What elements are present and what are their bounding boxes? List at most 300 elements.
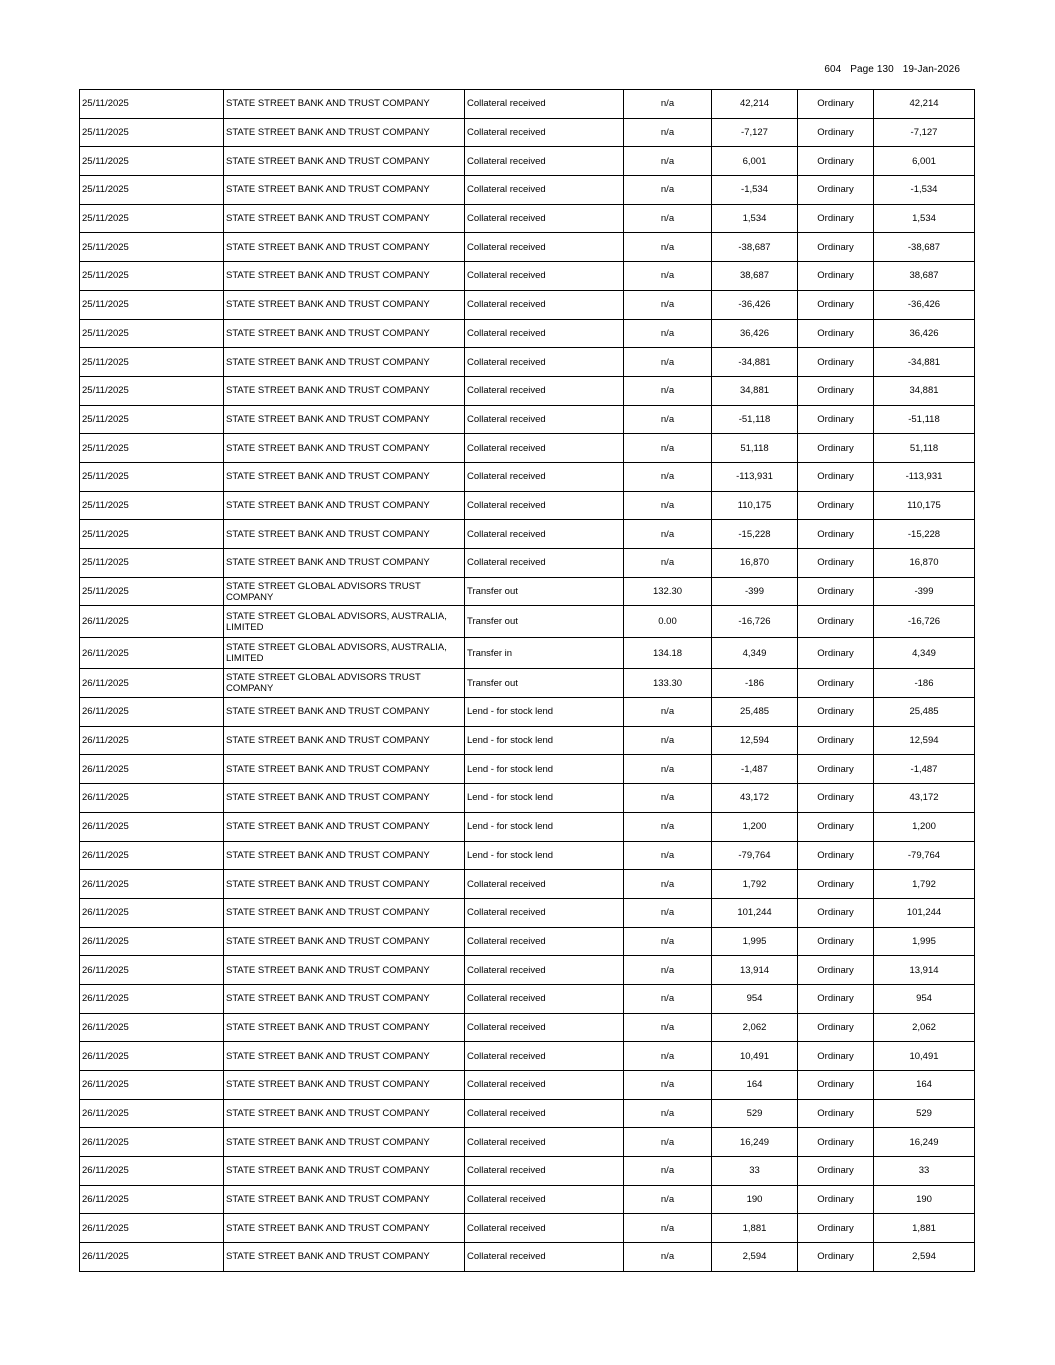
header-date: 19-Jan-2026 [902, 64, 960, 75]
quantity-cell: 36,426 [712, 319, 798, 348]
transaction-type-cell: Collateral received [465, 984, 624, 1013]
price-cell: n/a [624, 898, 712, 927]
security-class-cell: Ordinary [798, 290, 874, 319]
transaction-type-cell: Collateral received [465, 176, 624, 205]
security-class-cell: Ordinary [798, 784, 874, 813]
votes-cell: -7,127 [874, 118, 975, 147]
price-cell: n/a [624, 870, 712, 899]
date-cell: 25/11/2025 [80, 491, 224, 520]
entity-cell: STATE STREET BANK AND TRUST COMPANY [224, 1013, 465, 1042]
votes-cell: 1,792 [874, 870, 975, 899]
date-cell: 25/11/2025 [80, 147, 224, 176]
transaction-type-cell: Collateral received [465, 898, 624, 927]
votes-cell: -34,881 [874, 348, 975, 377]
security-class-cell: Ordinary [798, 319, 874, 348]
security-class-cell: Ordinary [798, 927, 874, 956]
votes-cell: 954 [874, 984, 975, 1013]
quantity-cell: -1,534 [712, 176, 798, 205]
price-cell: n/a [624, 176, 712, 205]
date-cell: 25/11/2025 [80, 462, 224, 491]
table-row [80, 147, 975, 176]
entity-cell: STATE STREET BANK AND TRUST COMPANY [224, 1128, 465, 1157]
transaction-type-cell: Collateral received [465, 549, 624, 578]
date-cell: 25/11/2025 [80, 90, 224, 119]
transaction-type-cell: Collateral received [465, 118, 624, 147]
quantity-cell: -34,881 [712, 348, 798, 377]
date-cell: 26/11/2025 [80, 1042, 224, 1071]
entity-cell: STATE STREET BANK AND TRUST COMPANY [224, 491, 465, 520]
price-cell: n/a [624, 405, 712, 434]
votes-cell: 1,200 [874, 812, 975, 841]
price-cell: n/a [624, 812, 712, 841]
price-cell: n/a [624, 1214, 712, 1243]
table-row [80, 262, 975, 291]
transaction-type-cell: Collateral received [465, 1157, 624, 1186]
table-row [80, 1042, 975, 1071]
date-cell: 26/11/2025 [80, 1185, 224, 1214]
entity-cell: STATE STREET BANK AND TRUST COMPANY [224, 956, 465, 985]
votes-cell: 1,995 [874, 927, 975, 956]
price-cell: n/a [624, 90, 712, 119]
entity-cell: STATE STREET GLOBAL ADVISORS TRUST COMPANY [224, 577, 465, 606]
date-cell: 26/11/2025 [80, 1128, 224, 1157]
security-class-cell: Ordinary [798, 462, 874, 491]
security-class-cell: Ordinary [798, 755, 874, 784]
date-cell: 26/11/2025 [80, 1013, 224, 1042]
votes-cell: 2,594 [874, 1243, 975, 1272]
price-cell: n/a [624, 233, 712, 262]
entity-cell: STATE STREET BANK AND TRUST COMPANY [224, 405, 465, 434]
security-class-cell: Ordinary [798, 898, 874, 927]
price-cell: n/a [624, 290, 712, 319]
date-cell: 26/11/2025 [80, 841, 224, 870]
date-cell: 26/11/2025 [80, 1099, 224, 1128]
transaction-type-cell: Collateral received [465, 1013, 624, 1042]
security-class-cell: Ordinary [798, 841, 874, 870]
votes-cell: 42,214 [874, 90, 975, 119]
security-class-cell: Ordinary [798, 956, 874, 985]
votes-cell: -186 [874, 669, 975, 698]
votes-cell: 2,062 [874, 1013, 975, 1042]
table-row [80, 726, 975, 755]
votes-cell: -1,534 [874, 176, 975, 205]
quantity-cell: 13,914 [712, 956, 798, 985]
security-class-cell: Ordinary [798, 434, 874, 463]
price-cell: n/a [624, 1071, 712, 1100]
transaction-type-cell: Lend - for stock lend [465, 841, 624, 870]
security-class-cell: Ordinary [798, 176, 874, 205]
date-cell: 26/11/2025 [80, 1214, 224, 1243]
table-row [80, 898, 975, 927]
quantity-cell: -79,764 [712, 841, 798, 870]
transaction-type-cell: Collateral received [465, 1042, 624, 1071]
security-class-cell: Ordinary [798, 698, 874, 727]
table-row [80, 549, 975, 578]
page-header [818, 64, 960, 75]
transaction-type-cell: Lend - for stock lend [465, 784, 624, 813]
date-cell: 25/11/2025 [80, 376, 224, 405]
security-class-cell: Ordinary [798, 118, 874, 147]
date-cell: 26/11/2025 [80, 984, 224, 1013]
security-class-cell: Ordinary [798, 233, 874, 262]
table-row [80, 1128, 975, 1157]
security-class-cell: Ordinary [798, 1157, 874, 1186]
price-cell: n/a [624, 147, 712, 176]
table-row [80, 577, 975, 606]
date-cell: 25/11/2025 [80, 204, 224, 233]
security-class-cell: Ordinary [798, 376, 874, 405]
quantity-cell: -399 [712, 577, 798, 606]
date-cell: 26/11/2025 [80, 1071, 224, 1100]
security-class-cell: Ordinary [798, 1042, 874, 1071]
quantity-cell: -1,487 [712, 755, 798, 784]
price-cell: n/a [624, 262, 712, 291]
quantity-cell: -51,118 [712, 405, 798, 434]
quantity-cell: 10,491 [712, 1042, 798, 1071]
price-cell: n/a [624, 726, 712, 755]
price-cell: 134.18 [624, 637, 712, 669]
quantity-cell: 6,001 [712, 147, 798, 176]
quantity-cell: 110,175 [712, 491, 798, 520]
date-cell: 26/11/2025 [80, 1157, 224, 1186]
security-class-cell: Ordinary [798, 262, 874, 291]
security-class-cell: Ordinary [798, 1128, 874, 1157]
table-row [80, 1185, 975, 1214]
votes-cell: 25,485 [874, 698, 975, 727]
entity-cell: STATE STREET BANK AND TRUST COMPANY [224, 1157, 465, 1186]
table-row [80, 784, 975, 813]
votes-cell: 34,881 [874, 376, 975, 405]
quantity-cell: 1,792 [712, 870, 798, 899]
quantity-cell: -113,931 [712, 462, 798, 491]
transaction-type-cell: Collateral received [465, 204, 624, 233]
date-cell: 26/11/2025 [80, 669, 224, 698]
quantity-cell: 190 [712, 1185, 798, 1214]
document-number: 604 [824, 64, 842, 75]
quantity-cell: -15,228 [712, 520, 798, 549]
table-row [80, 348, 975, 377]
security-class-cell: Ordinary [798, 204, 874, 233]
votes-cell: 529 [874, 1099, 975, 1128]
entity-cell: STATE STREET GLOBAL ADVISORS, AUSTRALIA, LIMITED [224, 637, 465, 669]
votes-cell: 13,914 [874, 956, 975, 985]
price-cell: n/a [624, 1243, 712, 1272]
date-cell: 26/11/2025 [80, 698, 224, 727]
entity-cell: STATE STREET BANK AND TRUST COMPANY [224, 290, 465, 319]
security-class-cell: Ordinary [798, 549, 874, 578]
transaction-type-cell: Lend - for stock lend [465, 812, 624, 841]
quantity-cell: -38,687 [712, 233, 798, 262]
security-class-cell: Ordinary [798, 1099, 874, 1128]
date-cell: 25/11/2025 [80, 233, 224, 262]
quantity-cell: 16,870 [712, 549, 798, 578]
entity-cell: STATE STREET BANK AND TRUST COMPANY [224, 898, 465, 927]
transaction-type-cell: Transfer in [465, 637, 624, 669]
quantity-cell: 12,594 [712, 726, 798, 755]
entity-cell: STATE STREET BANK AND TRUST COMPANY [224, 1214, 465, 1243]
quantity-cell: 43,172 [712, 784, 798, 813]
transaction-type-cell: Collateral received [465, 233, 624, 262]
transaction-type-cell: Collateral received [465, 376, 624, 405]
quantity-cell: 2,062 [712, 1013, 798, 1042]
table-row [80, 637, 975, 669]
security-class-cell: Ordinary [798, 1071, 874, 1100]
votes-cell: -1,487 [874, 755, 975, 784]
votes-cell: -399 [874, 577, 975, 606]
table-row [80, 1071, 975, 1100]
date-cell: 26/11/2025 [80, 637, 224, 669]
entity-cell: STATE STREET BANK AND TRUST COMPANY [224, 1185, 465, 1214]
votes-cell: -38,687 [874, 233, 975, 262]
entity-cell: STATE STREET BANK AND TRUST COMPANY [224, 784, 465, 813]
table-row [80, 755, 975, 784]
entity-cell: STATE STREET GLOBAL ADVISORS TRUST COMPANY [224, 669, 465, 698]
security-class-cell: Ordinary [798, 1243, 874, 1272]
votes-cell: 4,349 [874, 637, 975, 669]
security-class-cell: Ordinary [798, 405, 874, 434]
price-cell: n/a [624, 462, 712, 491]
votes-cell: 12,594 [874, 726, 975, 755]
transaction-type-cell: Collateral received [465, 290, 624, 319]
price-cell: n/a [624, 491, 712, 520]
transaction-type-cell: Collateral received [465, 319, 624, 348]
date-cell: 25/11/2025 [80, 319, 224, 348]
price-cell: n/a [624, 1013, 712, 1042]
price-cell: n/a [624, 1099, 712, 1128]
table-row [80, 319, 975, 348]
votes-cell: -15,228 [874, 520, 975, 549]
table-row [80, 376, 975, 405]
price-cell: n/a [624, 549, 712, 578]
quantity-cell: 4,349 [712, 637, 798, 669]
price-cell: n/a [624, 434, 712, 463]
entity-cell: STATE STREET BANK AND TRUST COMPANY [224, 927, 465, 956]
transaction-type-cell: Collateral received [465, 1099, 624, 1128]
transaction-type-cell: Collateral received [465, 405, 624, 434]
price-cell: n/a [624, 319, 712, 348]
entity-cell: STATE STREET BANK AND TRUST COMPANY [224, 434, 465, 463]
votes-cell: 6,001 [874, 147, 975, 176]
entity-cell: STATE STREET BANK AND TRUST COMPANY [224, 1071, 465, 1100]
transaction-type-cell: Lend - for stock lend [465, 698, 624, 727]
entity-cell: STATE STREET BANK AND TRUST COMPANY [224, 755, 465, 784]
entity-cell: STATE STREET BANK AND TRUST COMPANY [224, 1042, 465, 1071]
date-cell: 26/11/2025 [80, 755, 224, 784]
quantity-cell: 2,594 [712, 1243, 798, 1272]
votes-cell: 1,534 [874, 204, 975, 233]
table-row [80, 462, 975, 491]
entity-cell: STATE STREET BANK AND TRUST COMPANY [224, 870, 465, 899]
table-row [80, 669, 975, 698]
price-cell: n/a [624, 376, 712, 405]
votes-cell: -51,118 [874, 405, 975, 434]
entity-cell: STATE STREET BANK AND TRUST COMPANY [224, 841, 465, 870]
date-cell: 25/11/2025 [80, 549, 224, 578]
transaction-type-cell: Collateral received [465, 870, 624, 899]
quantity-cell: -16,726 [712, 606, 798, 638]
table-row [80, 698, 975, 727]
table-row [80, 1157, 975, 1186]
table-row [80, 204, 975, 233]
security-class-cell: Ordinary [798, 1214, 874, 1243]
votes-cell: 101,244 [874, 898, 975, 927]
date-cell: 26/11/2025 [80, 784, 224, 813]
date-cell: 25/11/2025 [80, 577, 224, 606]
votes-cell: -16,726 [874, 606, 975, 638]
date-cell: 26/11/2025 [80, 726, 224, 755]
price-cell: n/a [624, 348, 712, 377]
transaction-type-cell: Collateral received [465, 1071, 624, 1100]
security-class-cell: Ordinary [798, 669, 874, 698]
votes-cell: 51,118 [874, 434, 975, 463]
table-row [80, 290, 975, 319]
entity-cell: STATE STREET BANK AND TRUST COMPANY [224, 90, 465, 119]
entity-cell: STATE STREET BANK AND TRUST COMPANY [224, 1243, 465, 1272]
price-cell: 132.30 [624, 577, 712, 606]
quantity-cell: 42,214 [712, 90, 798, 119]
table-row [80, 1013, 975, 1042]
price-cell: n/a [624, 1185, 712, 1214]
security-class-cell: Ordinary [798, 147, 874, 176]
quantity-cell: -186 [712, 669, 798, 698]
security-class-cell: Ordinary [798, 1013, 874, 1042]
transaction-type-cell: Collateral received [465, 1243, 624, 1272]
security-class-cell: Ordinary [798, 984, 874, 1013]
security-class-cell: Ordinary [798, 812, 874, 841]
entity-cell: STATE STREET BANK AND TRUST COMPANY [224, 233, 465, 262]
transaction-type-cell: Collateral received [465, 1214, 624, 1243]
quantity-cell: 1,534 [712, 204, 798, 233]
votes-cell: 190 [874, 1185, 975, 1214]
security-class-cell: Ordinary [798, 491, 874, 520]
quantity-cell: 1,995 [712, 927, 798, 956]
quantity-cell: 954 [712, 984, 798, 1013]
date-cell: 25/11/2025 [80, 118, 224, 147]
security-class-cell: Ordinary [798, 726, 874, 755]
date-cell: 26/11/2025 [80, 956, 224, 985]
date-cell: 26/11/2025 [80, 927, 224, 956]
security-class-cell: Ordinary [798, 520, 874, 549]
quantity-cell: 529 [712, 1099, 798, 1128]
security-class-cell: Ordinary [798, 1185, 874, 1214]
transaction-type-cell: Lend - for stock lend [465, 726, 624, 755]
security-class-cell: Ordinary [798, 90, 874, 119]
entity-cell: STATE STREET BANK AND TRUST COMPANY [224, 118, 465, 147]
quantity-cell: 51,118 [712, 434, 798, 463]
quantity-cell: 1,200 [712, 812, 798, 841]
quantity-cell: 25,485 [712, 698, 798, 727]
votes-cell: 16,870 [874, 549, 975, 578]
date-cell: 25/11/2025 [80, 262, 224, 291]
table-row [80, 1243, 975, 1272]
votes-cell: 164 [874, 1071, 975, 1100]
date-cell: 25/11/2025 [80, 176, 224, 205]
entity-cell: STATE STREET BANK AND TRUST COMPANY [224, 176, 465, 205]
transaction-type-cell: Lend - for stock lend [465, 755, 624, 784]
votes-cell: 43,172 [874, 784, 975, 813]
page-number: Page 130 [850, 64, 894, 75]
quantity-cell: 33 [712, 1157, 798, 1186]
date-cell: 26/11/2025 [80, 812, 224, 841]
quantity-cell: 164 [712, 1071, 798, 1100]
votes-cell: 10,491 [874, 1042, 975, 1071]
date-cell: 25/11/2025 [80, 520, 224, 549]
table-row [80, 118, 975, 147]
entity-cell: STATE STREET BANK AND TRUST COMPANY [224, 348, 465, 377]
quantity-cell: 101,244 [712, 898, 798, 927]
table-row [80, 90, 975, 119]
votes-cell: -79,764 [874, 841, 975, 870]
price-cell: n/a [624, 118, 712, 147]
price-cell: n/a [624, 784, 712, 813]
price-cell: n/a [624, 927, 712, 956]
price-cell: n/a [624, 984, 712, 1013]
date-cell: 26/11/2025 [80, 870, 224, 899]
transaction-type-cell: Collateral received [465, 520, 624, 549]
date-cell: 26/11/2025 [80, 606, 224, 638]
security-class-cell: Ordinary [798, 348, 874, 377]
quantity-cell: -7,127 [712, 118, 798, 147]
entity-cell: STATE STREET BANK AND TRUST COMPANY [224, 147, 465, 176]
price-cell: n/a [624, 755, 712, 784]
price-cell: n/a [624, 1157, 712, 1186]
quantity-cell: 34,881 [712, 376, 798, 405]
table-row [80, 606, 975, 638]
table-row [80, 812, 975, 841]
date-cell: 25/11/2025 [80, 405, 224, 434]
entity-cell: STATE STREET BANK AND TRUST COMPANY [224, 520, 465, 549]
transactions-table-body [80, 90, 975, 1272]
table-row [80, 1099, 975, 1128]
quantity-cell: 16,249 [712, 1128, 798, 1157]
table-row [80, 520, 975, 549]
transaction-type-cell: Collateral received [465, 927, 624, 956]
votes-cell: 16,249 [874, 1128, 975, 1157]
votes-cell: -113,931 [874, 462, 975, 491]
table-row [80, 405, 975, 434]
entity-cell: STATE STREET BANK AND TRUST COMPANY [224, 319, 465, 348]
entity-cell: STATE STREET BANK AND TRUST COMPANY [224, 1099, 465, 1128]
votes-cell: -36,426 [874, 290, 975, 319]
table-row [80, 927, 975, 956]
security-class-cell: Ordinary [798, 870, 874, 899]
transaction-type-cell: Collateral received [465, 262, 624, 291]
entity-cell: STATE STREET BANK AND TRUST COMPANY [224, 204, 465, 233]
security-class-cell: Ordinary [798, 637, 874, 669]
transaction-type-cell: Collateral received [465, 434, 624, 463]
transaction-type-cell: Collateral received [465, 147, 624, 176]
votes-cell: 1,881 [874, 1214, 975, 1243]
price-cell: n/a [624, 1042, 712, 1071]
date-cell: 25/11/2025 [80, 434, 224, 463]
table-row [80, 491, 975, 520]
votes-cell: 38,687 [874, 262, 975, 291]
transaction-type-cell: Transfer out [465, 606, 624, 638]
quantity-cell: 1,881 [712, 1214, 798, 1243]
entity-cell: STATE STREET BANK AND TRUST COMPANY [224, 726, 465, 755]
entity-cell: STATE STREET BANK AND TRUST COMPANY [224, 549, 465, 578]
entity-cell: STATE STREET BANK AND TRUST COMPANY [224, 698, 465, 727]
date-cell: 25/11/2025 [80, 290, 224, 319]
table-row [80, 984, 975, 1013]
transaction-type-cell: Collateral received [465, 491, 624, 520]
votes-cell: 33 [874, 1157, 975, 1186]
date-cell: 26/11/2025 [80, 898, 224, 927]
transaction-type-cell: Collateral received [465, 956, 624, 985]
transaction-type-cell: Collateral received [465, 1128, 624, 1157]
table-row [80, 841, 975, 870]
security-class-cell: Ordinary [798, 606, 874, 638]
